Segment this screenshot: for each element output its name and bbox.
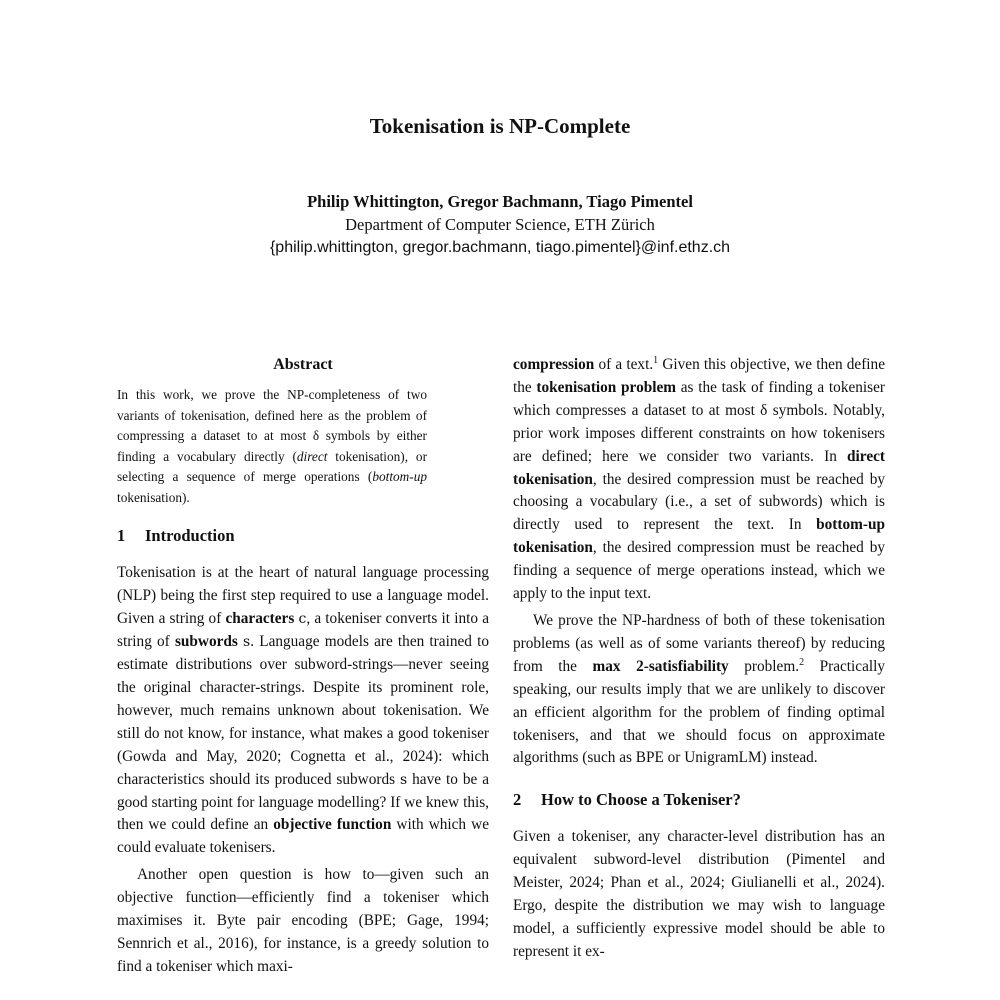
- author-names: Philip Whittington, Gregor Bachmann, Tiago Pimentel: [307, 192, 693, 211]
- footnote-2-marker[interactable]: 2: [799, 656, 805, 668]
- right-column: [513, 354, 885, 964]
- author-block: [0, 190, 1000, 259]
- section-2-paragraph-1: Given a tokeniser, any character-level distribution has an equivalent subword-level distribution (Pimentel and Meister, 2024; Phan et al., 2024; Giulianelli et al., 2024). Ergo, despite the distribution we may wish to language model, a sufficiently expressive model should be able to represent it ex-: [513, 828, 885, 960]
- left-column: [117, 354, 489, 979]
- affiliation: Department of Computer Science, ETH Zürich: [345, 215, 655, 234]
- section-2-heading: 2 How to Choose a Tokeniser?: [513, 790, 741, 810]
- intro-paragraph-1: Tokenisation is at the heart of natural language processing (NLP) being the first step required to use a language model. Given a string of characters c, a tokeniser converts it into a string of subwords s. Language models are then trained to estimate distributions over subword-strings—never seeing the original character-strings. Despite its prominent role, however, much remains unknown about tokenisation. We still do not know, for instance, what makes a good tokeniser (Gowda and May, 2020; Cognetta et al., 2024): which characteristics should its produced subwords s have to be a good starting point for language modelling? If we knew this, then we could define an objective function with which we could evaluate tokenisers.: [117, 564, 489, 857]
- abstract-heading: Abstract: [273, 356, 333, 373]
- author-emails: {philip.whittington, gregor.bachmann, tiago.pimentel}@inf.ethz.ch: [269, 239, 731, 256]
- section-1-heading: 1 Introduction: [117, 526, 235, 546]
- footnote-1-marker[interactable]: 1: [653, 354, 659, 366]
- abstract-text: In this work, we prove the NP-completeness of two variants of tokenisation, defined here as the problem of compressing a dataset to at most δ symbols by either finding a vocabulary directly (direct tokenisation), or selecting a sequence of merge operations (bottom-up tokenisation).: [117, 386, 428, 505]
- right-paragraph-2: We prove the NP-hardness of both of these tokenisation problems (as well as of some variants thereof) by reducing from the max 2-satisfiability problem.$^2$ Practically speaking, our results imply that we are unlikely to discover an efficient algorithm for the problem of finding optimal tokenisers, and that we should focus on approximate algorithms (such as BPE or UnigramLM) instead.: [513, 611, 886, 767]
- paper-title: Tokenisation is NP-Complete: [369, 114, 631, 138]
- right-paragraph-1: compression of a text.$^1$ Given this objective, we then define the tokenisation problem as the task of finding a tokeniser which compresses a dataset to at most δ symbols. Notably, prior work imposes different constraints on how tokenisers are defined; here we consider two variants. In direct tokenisation, the desired compression must be reached by choosing a vocabulary (i.e., a set of subwords) which is directly used to represent the text. In bottom-up tokenisation, the desired compression must be reached by finding a sequence of merge operations instead, which we apply to the input text.: [513, 354, 885, 603]
- intro-paragraph-2: Another open question is how to—given such an objective function—efficiently find a tokeniser which maximises it. Byte pair encoding (BPE; Gage, 1994; Sennrich et al., 2016), for instance, is a greedy solution to find a tokeniser which maxi-: [117, 866, 489, 975]
